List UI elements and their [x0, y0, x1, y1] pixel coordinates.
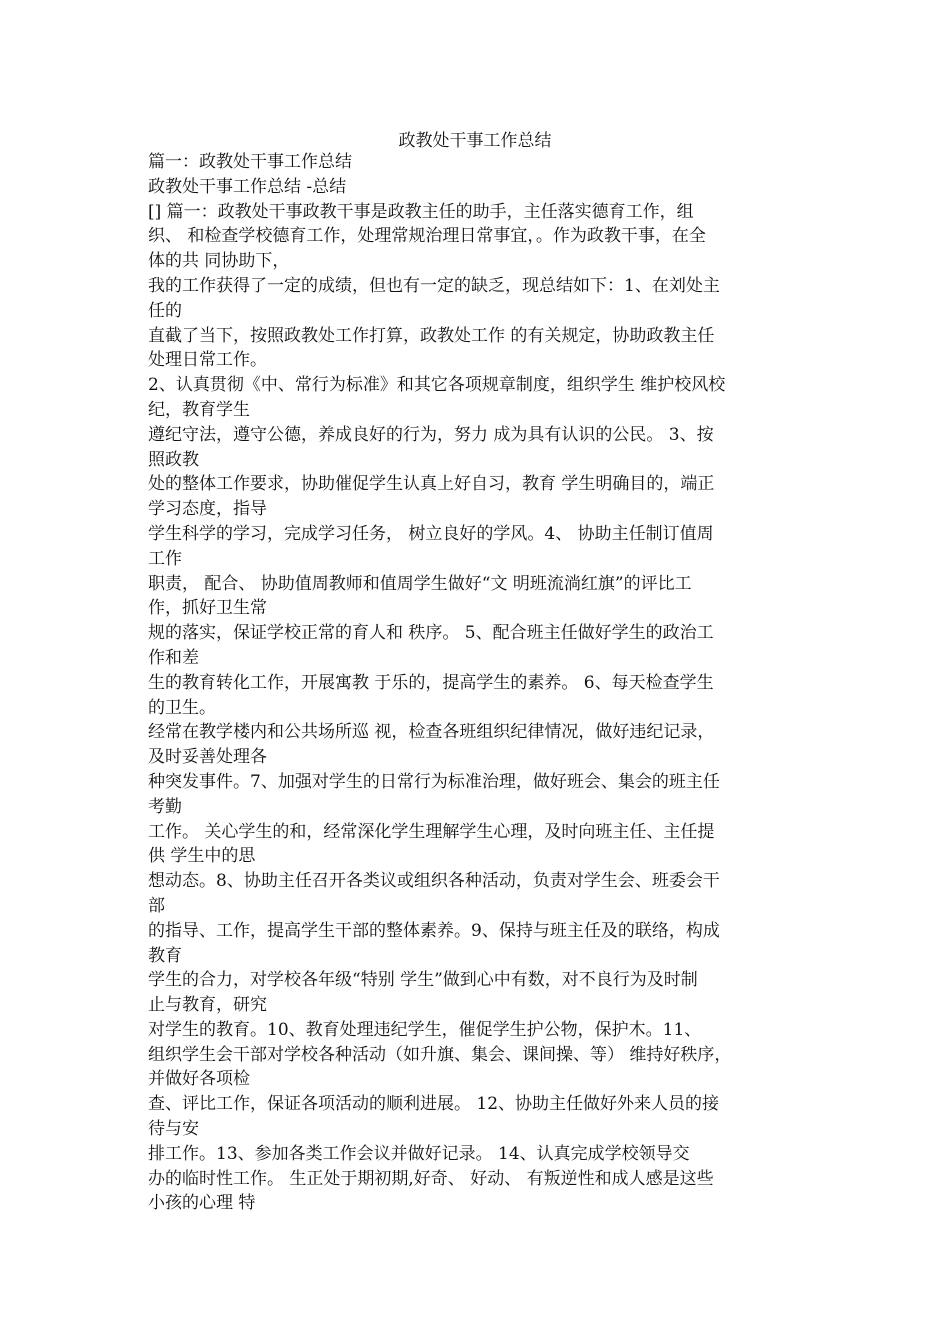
text-line: 作，抓好卫生常 [148, 598, 267, 619]
text-line: 排工作。13、参加各类工作会议并做好记录。 14、认真完成学校领导交 [148, 1143, 690, 1164]
text-line: 组织学生会干部对学校各种活动（如升旗、集会、课间操、等） 维持好秩序， [148, 1044, 732, 1065]
text-line: 考勤 [148, 796, 182, 817]
text-line: 种突发事件。7、加强对学生的日常行为标准治理，做好班会、集会的班主任 [148, 771, 720, 792]
text-line: [] 篇一：政教处干事政教干事是政教主任的助手，主任落实德育工作，组 [148, 201, 694, 222]
text-line: 想动态。8、协助主任召开各类议或组织各种活动，负责对学生会、班委会干 [148, 871, 720, 892]
text-line: 生的教育转化工作，开展寓教 于乐的，提高学生的素养。 6、每天检查学生 [148, 672, 714, 693]
text-line: 直截了当下，按照政教处工作打算，政教处工作 的有关规定，协助政教主任 [148, 325, 715, 346]
text-line: 办的临时性工作。 生正处于期初期,好奇、 好动、 有叛逆性和成人感是这些 [148, 1168, 714, 1189]
text-line: 任的 [148, 300, 182, 321]
text-line: 教育 [148, 945, 182, 966]
text-line: 作和差 [148, 647, 199, 668]
document-title: 政教处干事工作总结 [398, 131, 552, 151]
document-body [148, 150, 808, 1216]
text-line: 篇一：政教处干事工作总结 [148, 152, 352, 172]
text-line: 止与教育，研究 [148, 995, 267, 1016]
text-line: 职责， 配合、 协助值周教师和值周学生做好“文 明班流淌红旗”的评比工 [148, 573, 692, 594]
text-line: 我的工作获得了一定的成绩，但也有一定的缺乏，现总结如下：1、在刘处主 [148, 275, 720, 296]
text-line: 供 学生中的思 [148, 846, 256, 867]
text-line: 对学生的教育。10、教育处理违纪学生，催促学生护公物，保护木。11、 [148, 1019, 702, 1040]
text-line: 遵纪守法，遵守公德，养成良好的行为，努力 成为具有认识的公民。 3、按 [148, 424, 714, 445]
text-line: 学生科学的学习，完成学习任务， 树立良好的学风。4、 协助主任制订值周 [148, 523, 714, 544]
text-line: 学习态度，指导 [148, 499, 267, 520]
text-line: 处的整体工作要求，协助催促学生认真上好自习，教育 学生明确目的，端正 [148, 474, 715, 495]
text-line: 体的共 同协助下， [148, 251, 290, 272]
text-line: 部 [148, 895, 165, 916]
text-line: 照政教 [148, 449, 199, 470]
text-line: 政教处干事工作总结 -总结 [148, 176, 347, 197]
text-line: 及时妥善处理各 [148, 747, 267, 768]
text-line: 学生的合力，对学校各年级“特别 学生”做到心中有数，对不良行为及时制 [148, 970, 698, 991]
text-line: 工作 [148, 548, 182, 569]
text-line: 的指导、工作，提高学生干部的整体素养。9、保持与班主任及的联络，构成 [148, 920, 720, 941]
text-line: 小孩的心理 特 [148, 1193, 256, 1214]
text-line: 纪，教育学生 [148, 399, 250, 420]
text-line: 待与安 [148, 1119, 199, 1140]
text-line: 2、认真贯彻《中、常行为标准》和其它各项规章制度，组织学生 维护校风校 [148, 375, 726, 396]
text-line: 的卫生。 [148, 697, 216, 718]
text-line: 织、 和检查学校德育工作，处理常规治理日常事宜，。作为政教干事，在全 [148, 226, 706, 247]
text-line: 工作。 关心学生的和，经常深化学生理解学生心理，及时向班主任、主任提 [148, 821, 715, 842]
text-line: 经常在教学楼内和公共场所巡 视，检查各班组织纪律情况，做好违纪记录， [148, 722, 715, 743]
text-line: 查、评比工作，保证各项活动的顺利进展。 12、协助主任做好外来人员的接 [148, 1094, 720, 1115]
text-line: 并做好各项检 [148, 1069, 250, 1090]
text-line: 规的落实，保证学校正常的育人和 秩序。 5、配合班主任做好学生的政治工 [148, 623, 714, 644]
text-line: 处理日常工作。 [148, 350, 267, 371]
